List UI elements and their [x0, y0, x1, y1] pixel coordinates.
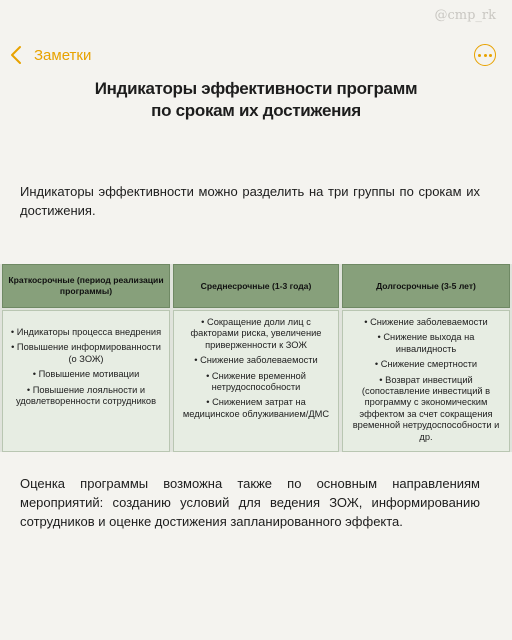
list-item: • Индикаторы процесса внедрения — [7, 327, 165, 338]
list-item: • Снижением затрат на медицинское облуживанием/ДМС — [178, 397, 334, 420]
list-item: • Снижение временной нетрудоспособности — [178, 371, 334, 394]
more-icon — [478, 54, 492, 57]
column-short-term — [2, 264, 170, 452]
title-line-2: по срокам их достижения — [151, 101, 361, 120]
list-item: • Снижение заболеваемости — [178, 355, 334, 366]
chevron-left-icon — [10, 44, 28, 66]
list-item: • Повышение мотивации — [7, 369, 165, 380]
column-body — [342, 310, 510, 452]
column-body — [173, 310, 339, 452]
list-item: • Снижение выхода на инвалидность — [347, 332, 505, 355]
list-item: • Снижение смертности — [347, 359, 505, 370]
navigation-bar — [10, 44, 496, 66]
list-item: • Сокращение доли лиц с факторами риска, увеличение приверженности к ЗОЖ — [178, 317, 334, 351]
column-body — [2, 310, 170, 452]
list-item: • Снижение заболеваемости — [347, 317, 505, 328]
back-button[interactable] — [10, 44, 91, 66]
more-button[interactable] — [474, 44, 496, 66]
column-header: Среднесрочные (1-3 года) — [173, 264, 339, 308]
outro-paragraph: Оценка программы возможна также по основным направлениям мероприятий: созданию условий для ведения ЗОЖ, информированию сотрудников и оценке достижения запланированного эффекта. — [20, 476, 480, 529]
column-header: Краткосрочные (период реализации программы) — [2, 264, 170, 308]
column-long-term — [342, 264, 510, 452]
column-header: Долгосрочные (3-5 лет) — [342, 264, 510, 308]
list-item: • Повышение лояльности и удовлетворенности сотрудников — [7, 385, 165, 408]
list-item: • Повышение информированности (о ЗОЖ) — [7, 342, 165, 365]
back-label: Заметки — [34, 46, 92, 64]
intro-paragraph: Индикаторы эффективности можно разделить на три группы по срокам их достижения. — [20, 184, 480, 218]
title-line-1: Индикаторы эффективности программ — [94, 79, 418, 98]
note-title — [0, 78, 512, 122]
list-item: • Возврат инвестиций (сопоставление инвестиций в программу с экономическим эффектом за счет сокращения временной нетрудоспособности и др. — [347, 375, 505, 443]
watermark: @cmp_rk — [434, 8, 496, 23]
indicators-table — [0, 264, 512, 452]
column-mid-term — [173, 264, 339, 452]
